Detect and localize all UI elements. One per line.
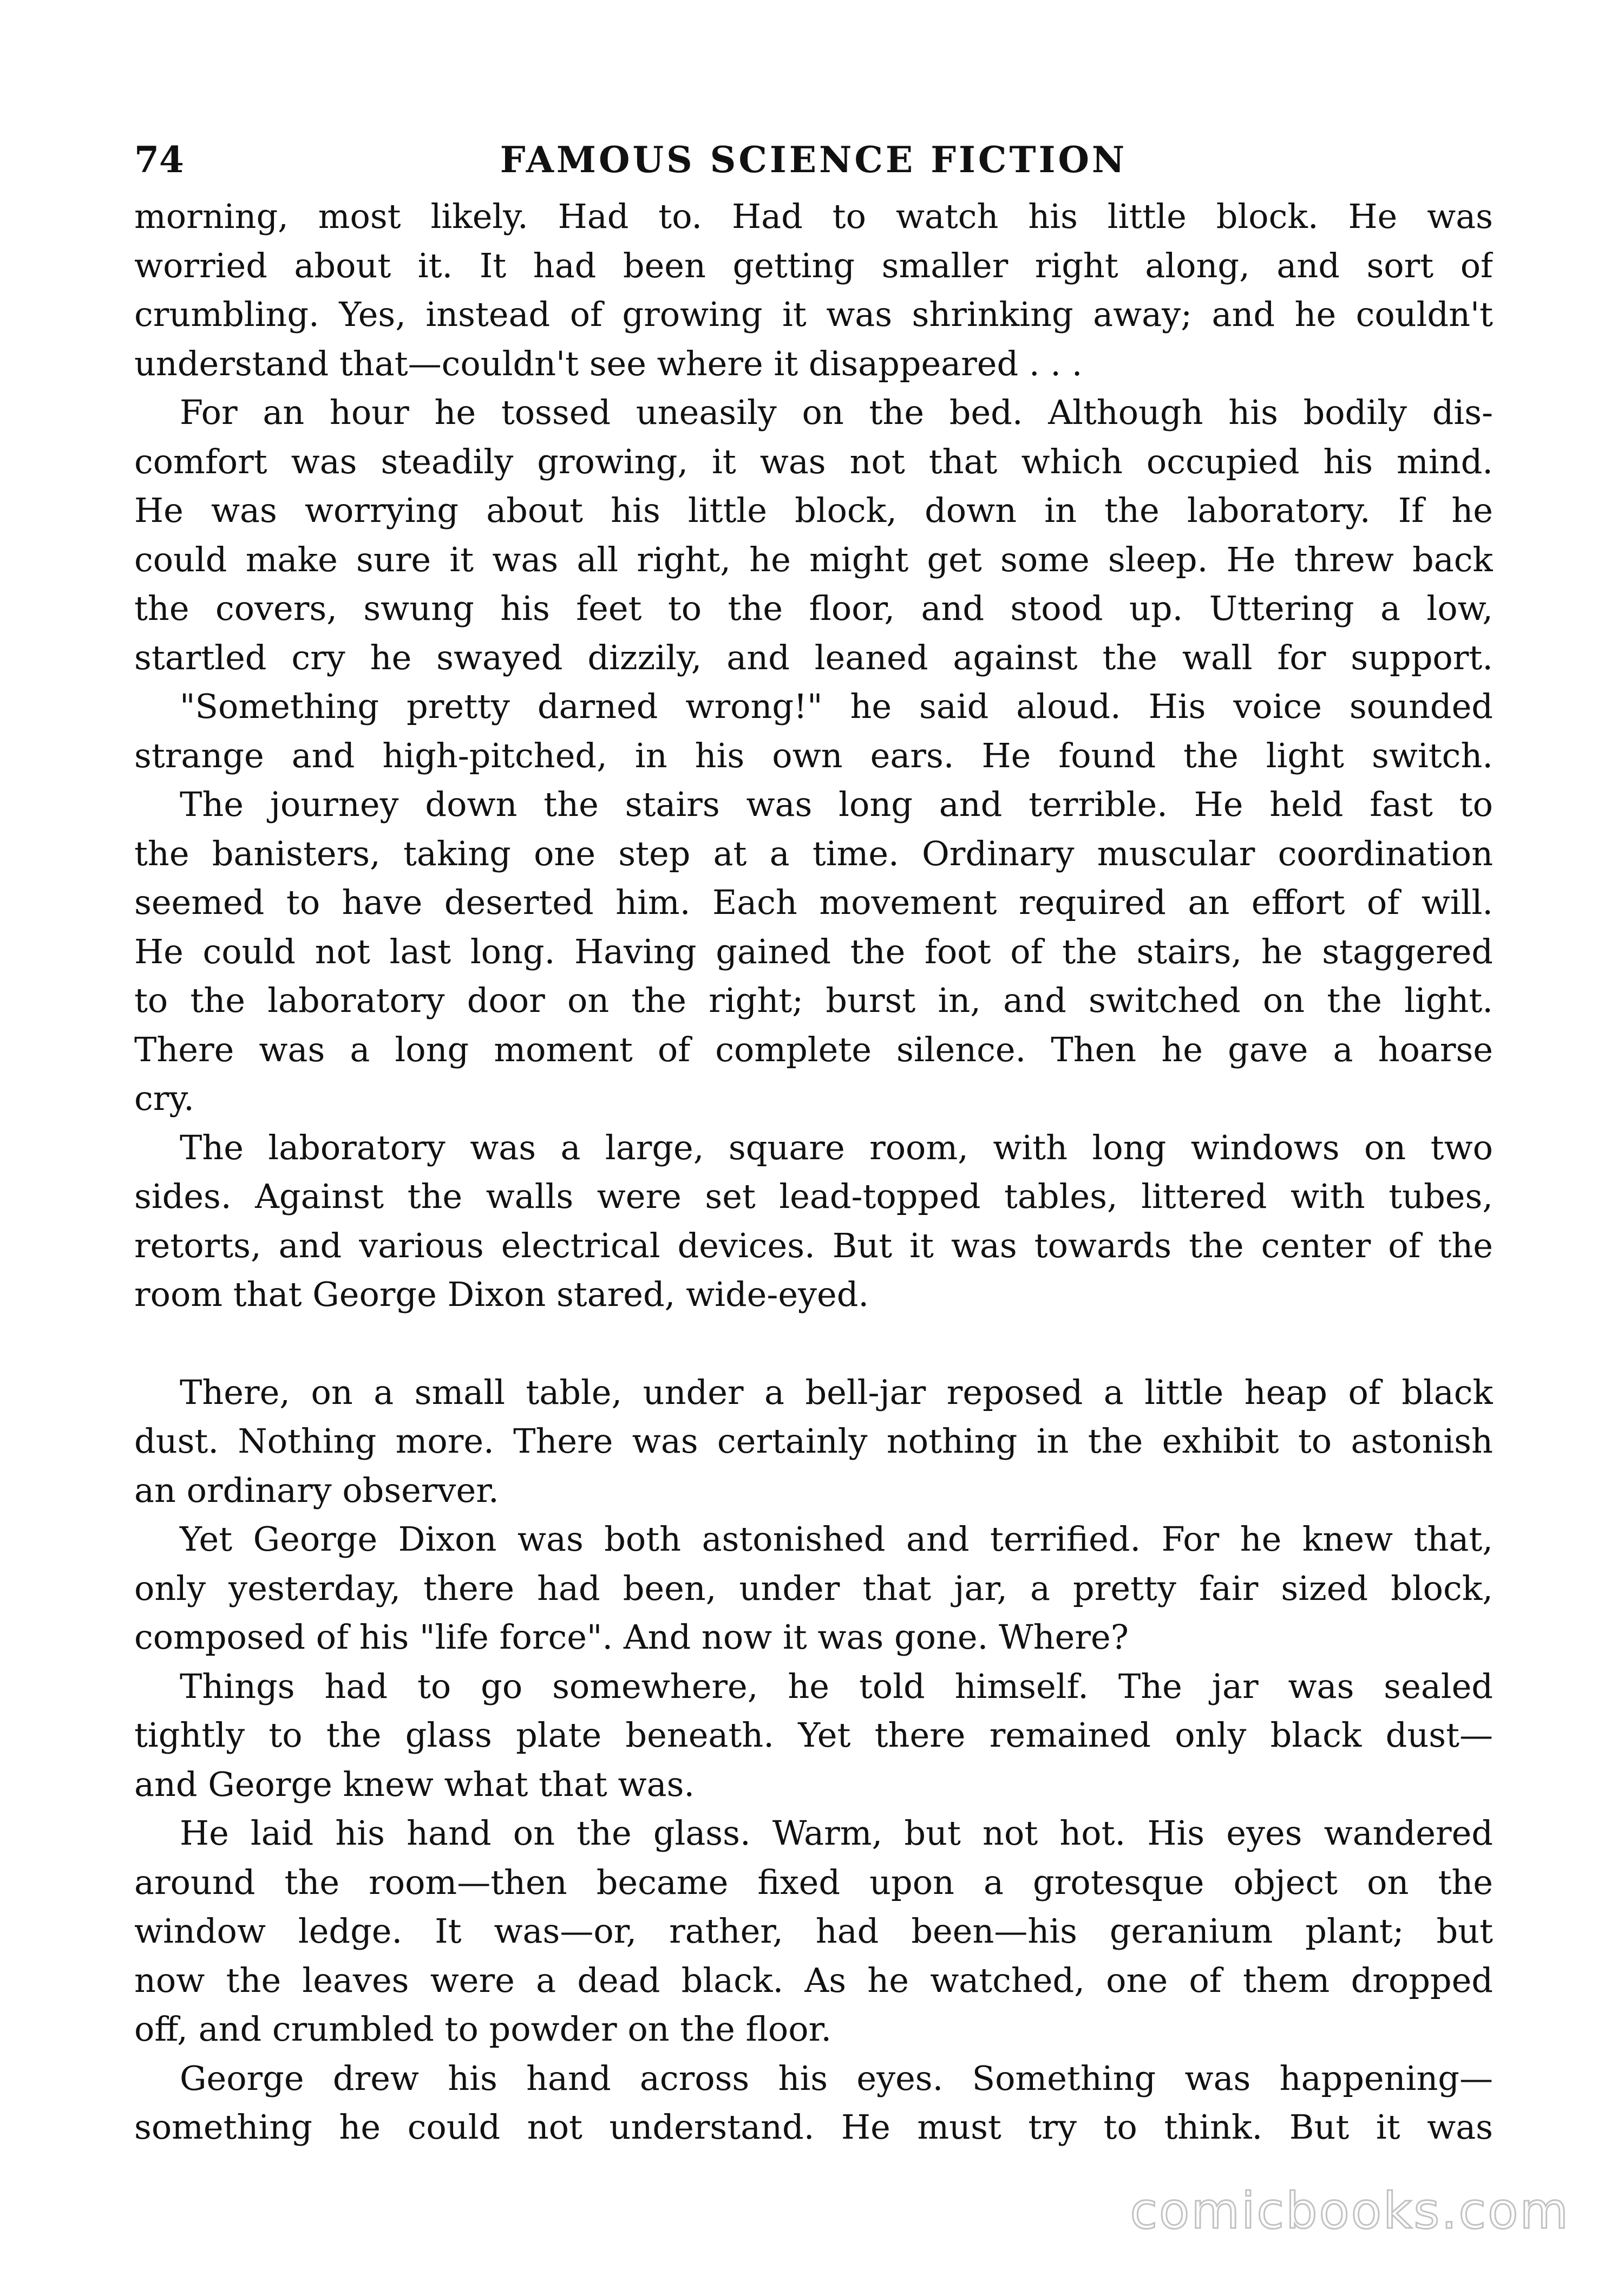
text-line: around the room—then became fixed upon a grotesque object on the	[134, 1862, 1493, 1902]
text-line: worried about it. It had been getting smaller right along, and sort of	[134, 245, 1493, 285]
text-line: off, and crumbled to powder on the floor.	[134, 2009, 832, 2049]
text-line: sides. Against the walls were set lead-topped tables, littered with tubes,	[134, 1177, 1493, 1216]
text-line: He was worrying about his little block, down in the laboratory. If he	[134, 491, 1493, 530]
paragraph-first-line: The laboratory was a large, square room, with long windows on two	[180, 1127, 1493, 1167]
book-page	[134, 133, 1493, 2152]
body-text	[134, 192, 1493, 2152]
paragraph-first-line: George drew his hand across his eyes. Something was happening—	[180, 2058, 1493, 2098]
text-line: seemed to have deserted him. Each movement required an effort of will.	[134, 883, 1493, 922]
paragraph-first-line: There, on a small table, under a bell-jar reposed a little heap of black	[180, 1372, 1493, 1412]
page-header	[134, 133, 1493, 192]
paragraph-first-line: For an hour he tossed uneasily on the bed. Although his bodily dis-	[180, 393, 1493, 432]
text-line: understand that—couldn't see where it disappeared . . .	[134, 343, 1083, 383]
text-line: window ledge. It was—or, rather, had been—his geranium plant; but	[134, 1911, 1493, 1951]
text-line: could make sure it was all right, he might get some sleep. He threw back	[134, 539, 1493, 579]
text-line: now the leaves were a dead black. As he watched, one of them dropped	[134, 1960, 1493, 2000]
text-line: strange and high-pitched, in his own ears. He found the light switch.	[134, 735, 1493, 775]
text-line: an ordinary observer.	[134, 1470, 499, 1510]
text-line: There was a long moment of complete silence. Then he gave a hoarse	[134, 1029, 1493, 1069]
watermark-text: comicbooks.com	[1130, 2182, 1570, 2240]
text-line: to the laboratory door on the right; burst in, and switched on the light.	[134, 981, 1493, 1020]
text-line: composed of his "life force". And now it was gone. Where?	[134, 1617, 1129, 1657]
paragraph-first-line: The journey down the stairs was long and terrible. He held fast to	[180, 785, 1493, 824]
text-line: something he could not understand. He must try to think. But it was	[134, 2107, 1493, 2147]
running-title: FAMOUS SCIENCE FICTION	[500, 139, 1128, 181]
text-line: the banisters, taking one step at a time. Ordinary muscular coordination	[134, 833, 1493, 873]
paragraph-first-line: "Something pretty darned wrong!" he said aloud. His voice sounded	[180, 687, 1493, 726]
text-line: morning, most likely. Had to. Had to watch his little block. He was	[134, 197, 1493, 236]
page-number: 74	[134, 139, 184, 181]
paragraph-first-line: Things had to go somewhere, he told himself. The jar was sealed	[180, 1666, 1493, 1706]
text-line: the covers, swung his feet to the floor, and stood up. Uttering a low,	[134, 589, 1493, 628]
text-line: crumbling. Yes, instead of growing it was shrinking away; and he couldn't	[134, 295, 1493, 334]
text-line: He could not last long. Having gained the foot of the stairs, he staggered	[134, 931, 1493, 971]
paragraph-first-line: Yet George Dixon was both astonished and terrified. For he knew that,	[180, 1519, 1493, 1559]
text-line: and George knew what that was.	[134, 1764, 695, 1804]
paragraph-first-line: He laid his hand on the glass. Warm, but not hot. His eyes wandered	[180, 1813, 1493, 1853]
section-break	[134, 1319, 1493, 1368]
text-line: startled cry he swayed dizzily, and leaned against the wall for support.	[134, 637, 1493, 677]
text-line: comfort was steadily growing, it was not that which occupied his mind.	[134, 441, 1493, 481]
text-line: cry.	[134, 1079, 194, 1118]
text-line: tightly to the glass plate beneath. Yet there remained only black dust—	[134, 1715, 1493, 1755]
text-line: retorts, and various electrical devices. But it was towards the center of the	[134, 1225, 1493, 1265]
text-line: only yesterday, there had been, under that jar, a pretty fair sized block,	[134, 1568, 1493, 1608]
text-line: dust. Nothing more. There was certainly nothing in the exhibit to astonish	[134, 1421, 1493, 1461]
text-line: room that George Dixon stared, wide-eyed.	[134, 1275, 869, 1314]
